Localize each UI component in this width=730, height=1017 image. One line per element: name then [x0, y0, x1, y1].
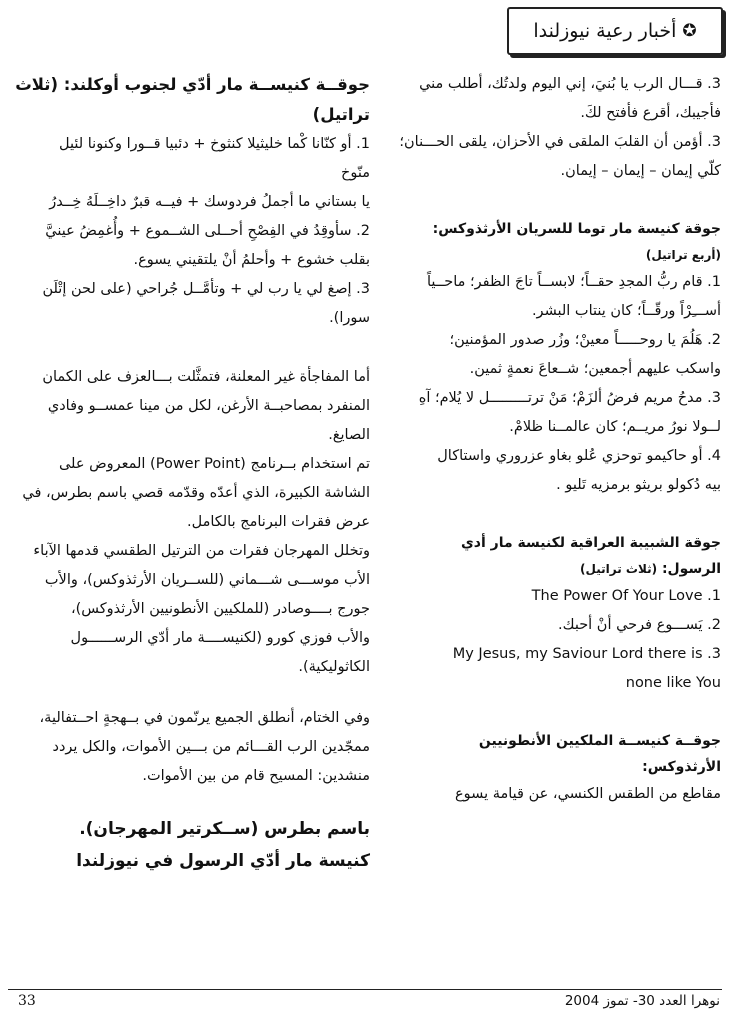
paragraph-liturgical	[12, 537, 370, 682]
text-line: 1. أو كنّانا كْما خليثيلا كنثوخ + دئبيا قــورا وكنونا لئيل	[58, 136, 370, 152]
text-line: 4. أو حاكيمو توحزي عُلو بغاو عزروري واستاكال	[437, 448, 721, 464]
text-line: 2. سأوقِدُ في الفِصْحِ أحــلى الشــموع + وأُغمِضُ عينيَّ	[45, 223, 370, 239]
text-line: تم استخدام بــرنامج (Power Point) المعروض على	[58, 456, 370, 472]
section-heading-cont: الرسول:	[661, 561, 721, 577]
signature-church: كنيسة مار أدّي الرسول في نيوزلندا	[76, 851, 370, 871]
right-column	[387, 70, 721, 809]
text-line: يا بستاني ما أجملُ فردوسك + فيــه قبرٌ داخِــلَهُ خِــدرُ	[49, 194, 370, 210]
section-heading-cont: الأرثذوكس:	[642, 759, 721, 775]
text-line: الأب موســـى شـــماني (للســريان الأرثذوكس)، والأب	[44, 572, 370, 588]
footer-divider	[8, 989, 722, 990]
text-line: وتخلل المهرجان فقرات من الترتيل الطقسي قدمها الآباء	[33, 543, 370, 559]
choir-mar-toma	[387, 216, 721, 500]
text-line: أما المفاجأة غير المعلنة، فتمثَّلت بـــالعزف على الكمان	[42, 369, 370, 385]
text-line: 3. إصغ لي يا رب لي + وتأمَّــل جُراحي (على لحن إتْلَن	[42, 281, 370, 297]
text-line: 1. قام ربُّ المجدِ حقــاً؛ لابســاً تاجَ الظفر؛ ماحــياً	[426, 274, 721, 290]
choir-iraqi-youth	[387, 530, 721, 698]
choir-melkite-antonine	[387, 728, 721, 809]
text-line: الكاثوليكية).	[298, 659, 370, 675]
text-line: عرض فقرات البرنامج بالكامل.	[186, 514, 370, 530]
text-line: لــولا نورُ مريــم؛ كان عالمــنا ظلامْ.	[509, 419, 721, 435]
intro-hymns	[387, 70, 721, 186]
issue-info: نوهرا العدد 30- تموز 2004	[564, 993, 720, 1009]
text-line: بقلب خشوع + وأحلمُ أنْ يلتقيني يسوع.	[133, 252, 370, 268]
text-line: منشدين: المسيح قام من بين الأموات.	[142, 768, 370, 784]
text-line: فأجيبك، أقرع فأفتح لكَ.	[580, 105, 721, 121]
text-line: 3. مدحُ مريم فرضُ ألزَمْ؛ مَنْ ترتـــــــــل لا يُلام؛ آهِ	[418, 390, 721, 406]
sun-gear-icon: ✪	[682, 21, 697, 41]
text-line: المنفرد بمصاحبــة الأرغن، لكل من مينا عمســو وفادي	[47, 398, 370, 414]
signature-block	[12, 813, 370, 877]
text-line: 3. أؤمن أن القلبَ الملقى في الأحزان، يلقى الحـــنان؛	[399, 134, 721, 150]
section-subheading: (أربع تراتيل)	[645, 248, 721, 262]
text-line: الصايغ.	[328, 427, 370, 443]
text-line: الشاشة الكبيرة، الذي أعدّه وقدّمه قصي باسم بطرس، في	[22, 485, 370, 501]
text-line: 2. يَســـوع فرحي أنْ أحبك.	[558, 617, 721, 633]
section-header-box	[507, 7, 723, 55]
text-line: وفي الختام، أنطلق الجميع يرنّمون في بــهجةٍ احــتفالية،	[39, 710, 370, 726]
text-line: واسكب عليهم أجمعين؛ شــعاعَ نعمةٍ ثمين.	[469, 361, 721, 377]
section-heading-cont: تراتيل)	[312, 105, 370, 124]
section-heading: جوقــة كنيســة الملكيين الأنطونيين	[478, 733, 721, 749]
paragraph-closing	[12, 704, 370, 791]
section-header-title: أخبار رعية نيوزلندا	[533, 20, 677, 42]
text-line: The Power Of Your Love .1	[531, 588, 721, 604]
paragraph-powerpoint	[12, 450, 370, 537]
signature-name: باسم بطرس (ســكرتير المهرجان).	[79, 819, 370, 839]
text-line: none like You	[625, 675, 721, 691]
text-line: My Jesus, my Saviour Lord there is .3	[452, 646, 721, 662]
text-line: سورا).	[329, 310, 370, 326]
text-line: والأب فوزي كورو (لكنيســــة مار أدّي الرســــــول	[70, 630, 370, 646]
text-line: مقاطع من الطقس الكنسي، عن قيامة يسوع	[455, 786, 721, 802]
text-line: منّوخ	[341, 165, 370, 181]
text-line: ممجّدين الرب القـــائم من بـــين الأموات، والكل يردد	[52, 739, 370, 755]
paragraph-surprise	[12, 363, 370, 450]
text-line: كلّي إيمان – إيمان – إيمان.	[560, 163, 721, 179]
section-heading: جوقــة كنيســة مار أدّي لجنوب أوكلند: (ثلاث	[15, 75, 370, 94]
section-heading: جوقة الشبيبة العراقية لكنيسة مار أدي	[460, 535, 721, 551]
text-line: 3. قـــال الرب يا بُنيَ، إني اليوم ولدتُك، أطلب مني	[419, 76, 721, 92]
section-subheading: (ثلاث تراتيل)	[580, 562, 658, 576]
text-line: جورج بــــوصادر (للملكيين الأنطونيين الأرثذوكس)،	[70, 601, 370, 617]
text-line: 2. هَلُمَ يا روحـــــاً معينْ؛ وزُر صدور المؤمنين؛	[449, 332, 721, 348]
section-heading: جوقة كنيسة مار توما للسريان الأرثذوكس:	[432, 221, 721, 237]
text-line: أســـِرْاً ورقّــاً؛ كان ينتاب البشر.	[531, 303, 721, 319]
page-number: 33	[18, 993, 36, 1009]
hymn-list	[12, 130, 370, 333]
text-line: بيه دُكولو بريثو برمزيه تَليو .	[556, 477, 721, 493]
left-column	[12, 70, 370, 877]
